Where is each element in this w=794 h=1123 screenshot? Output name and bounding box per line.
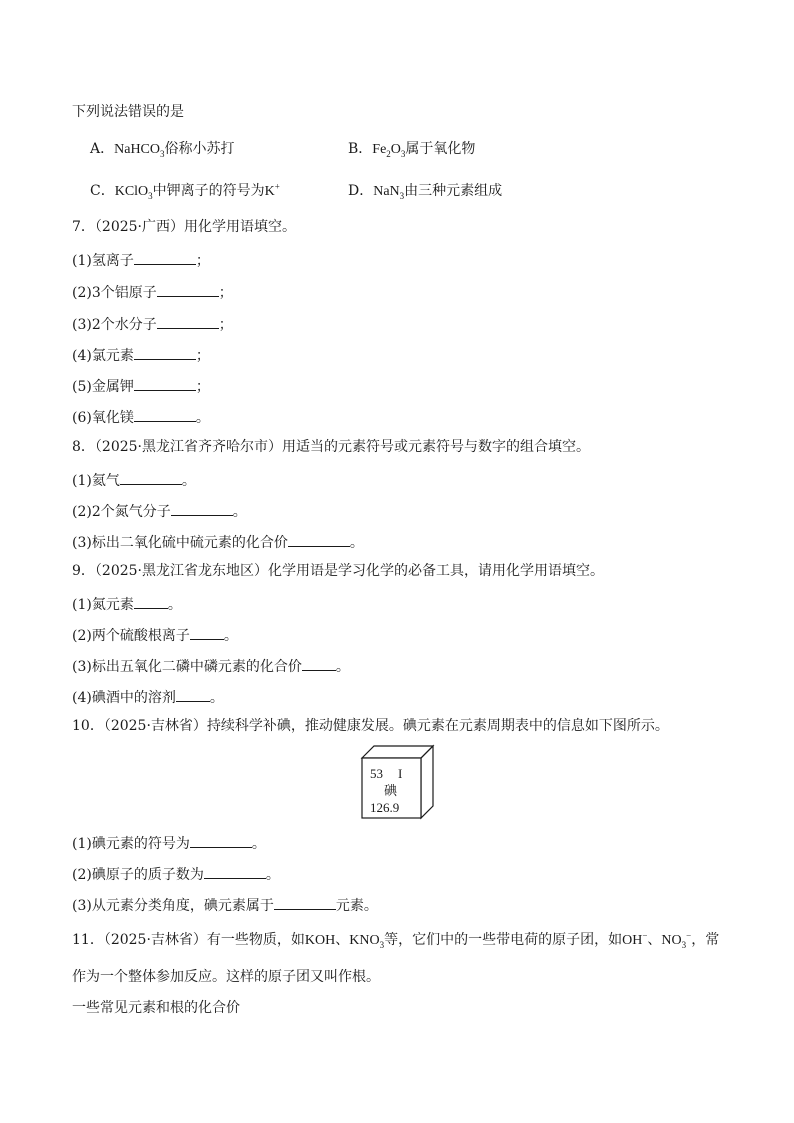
answer-blank[interactable] bbox=[157, 281, 219, 297]
q10-item-1: (1)碘元素的符号为 。 bbox=[72, 832, 266, 854]
q8-item-3: (3)标出二氧化硫中硫元素的化合价 。 bbox=[72, 531, 364, 553]
q10-item-3: (3)从元素分类角度，碘元素属于 元素。 bbox=[72, 894, 378, 916]
answer-blank[interactable] bbox=[190, 832, 252, 848]
periodic-table-cell-iodine bbox=[360, 744, 436, 820]
q6-option-d: D．NaN$_3$由三种元素组成 bbox=[348, 183, 503, 201]
q6-stem: 下列说法错误的是 bbox=[72, 104, 184, 120]
q9-item-4: (4)碘酒中的溶剂 。 bbox=[72, 686, 224, 708]
q11-stem: 11．（2025·吉林省）有一些物质，如KOH、$KNO_3$等，它们中的一些带电荷的原子团，如OH−、$NO_3^-$，常 bbox=[72, 930, 720, 950]
atomic-mass: 126.9 bbox=[370, 800, 400, 815]
answer-blank[interactable] bbox=[204, 863, 266, 879]
element-name: 碘 bbox=[384, 783, 398, 798]
answer-blank[interactable] bbox=[302, 655, 336, 671]
q7-item-3: (3)2个水分子 ； bbox=[72, 313, 233, 335]
q6-option-a: A．NaHCO$_3$俗称小苏打 bbox=[90, 141, 235, 159]
q9-item-2: (2)两个硫酸根离子 。 bbox=[72, 624, 238, 646]
q9-item-1: (1)氮元素 。 bbox=[72, 593, 182, 615]
q7-item-1: (1)氢离子 ； bbox=[72, 249, 210, 271]
q7-item-5: (5)金属钾 ； bbox=[72, 375, 210, 397]
answer-blank[interactable] bbox=[120, 469, 182, 485]
answer-blank[interactable] bbox=[176, 686, 210, 702]
q6-option-c: C．KClO$_3$中钾离子的符号为K+ bbox=[90, 181, 280, 201]
q9-item-3: (3)标出五氧化二磷中磷元素的化合价 。 bbox=[72, 655, 350, 677]
answer-blank[interactable] bbox=[171, 500, 233, 516]
answer-blank[interactable] bbox=[274, 894, 336, 910]
answer-blank[interactable] bbox=[134, 249, 196, 265]
q9-stem: 9．（2025·黑龙江省龙东地区）化学用语是学习化学的必备工具，请用化学用语填空。 bbox=[72, 563, 604, 579]
q10-stem: 10．（2025·吉林省）持续科学补碘，推动健康发展。碘元素在元素周期表中的信息如下图所示。 bbox=[72, 718, 669, 734]
q7-item-6: (6)氧化镁 。 bbox=[72, 406, 210, 428]
answer-blank[interactable] bbox=[157, 313, 219, 329]
q8-item-1: (1)氦气 。 bbox=[72, 469, 196, 491]
q7-item-2: (2)3个铝原子 ； bbox=[72, 281, 233, 303]
answer-blank[interactable] bbox=[288, 531, 350, 547]
answer-blank[interactable] bbox=[134, 375, 196, 391]
q6-option-b: B．$Fe_2O_3$属于氧化物 bbox=[348, 141, 476, 159]
q7-stem: 7．（2025·广西）用化学用语填空。 bbox=[72, 219, 296, 235]
answer-blank[interactable] bbox=[134, 344, 196, 360]
atomic-number: 53 bbox=[370, 766, 383, 781]
element-symbol: I bbox=[398, 766, 403, 781]
q10-item-2: (2)碘原子的质子数为 。 bbox=[72, 863, 280, 885]
q7-item-4: (4)氯元素 ； bbox=[72, 344, 210, 366]
answer-blank[interactable] bbox=[190, 624, 224, 640]
q11-stem-continued: 作为一个整体参加反应。这样的原子团又叫作根。 bbox=[72, 969, 380, 985]
q11-table-caption: 一些常见元素和根的化合价 bbox=[72, 1000, 240, 1016]
q8-stem: 8．（2025·黑龙江省齐齐哈尔市）用适当的元素符号或元素符号与数字的组合填空。 bbox=[72, 439, 590, 455]
answer-blank[interactable] bbox=[134, 593, 168, 609]
q8-item-2: (2)2个氮气分子 。 bbox=[72, 500, 247, 522]
answer-blank[interactable] bbox=[134, 406, 196, 422]
